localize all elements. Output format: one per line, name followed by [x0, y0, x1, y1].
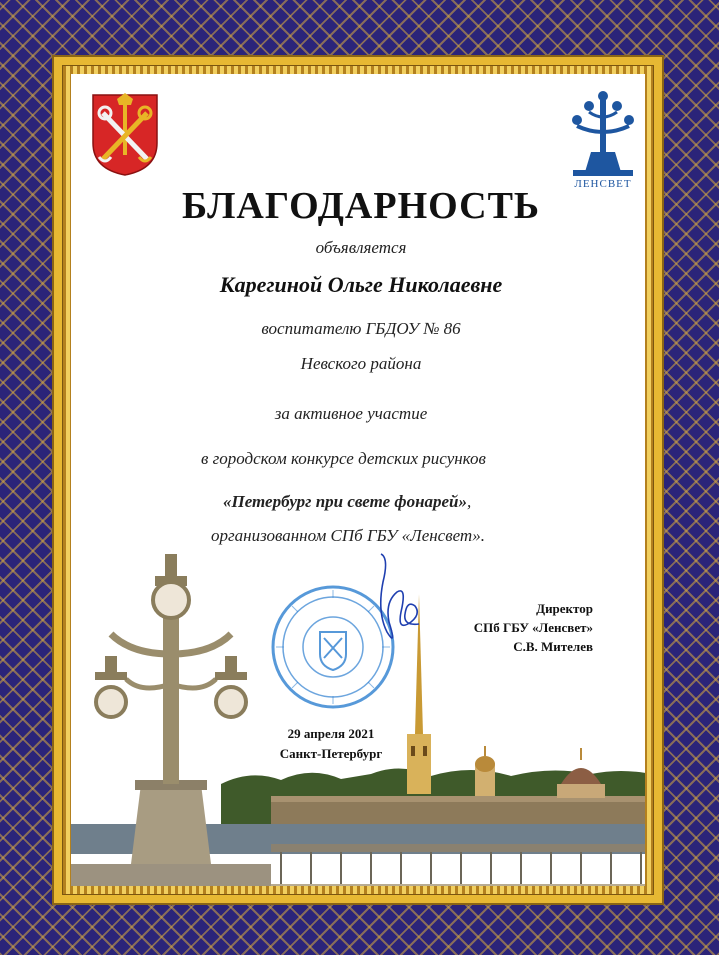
gold-inner-border — [62, 65, 654, 895]
announced-label: объявляется — [315, 238, 407, 257]
director-role: Директор — [536, 601, 593, 616]
certificate-paper — [71, 74, 645, 886]
certificate-title: БЛАГОДАРНОСТЬ — [181, 185, 541, 227]
lensvet-logo-text: ЛЕНСВЕТ — [574, 178, 632, 190]
contest-line — [223, 492, 471, 512]
position-line-1: воспитателю ГБДОУ № 86 — [261, 319, 461, 338]
position-line-2: Невского района — [300, 354, 422, 373]
director-organization: СПб ГБУ «Ленсвет» — [473, 620, 593, 635]
recipient-name: Карегиной Ольге Николаевне — [219, 272, 503, 297]
director-signature — [367, 552, 429, 652]
issue-date: 29 апреля 2021 — [287, 726, 375, 741]
director-name: С.В. Мителев — [513, 639, 593, 654]
issue-city: Санкт-Петербург — [279, 746, 383, 761]
contest-name: «Петербург при свете фонарей» — [223, 492, 468, 511]
street-lamp-icon — [563, 86, 643, 178]
organizer-line: организованном СПб ГБУ «Ленсвет». — [211, 526, 485, 545]
signature-block — [474, 599, 593, 656]
reason-line-1: за активное участие — [274, 404, 428, 423]
issue-block — [261, 724, 401, 764]
reason-line-2: в городском конкурсе детских рисунков — [201, 449, 486, 468]
st-petersburg-coat-of-arms-icon — [89, 91, 161, 177]
lensvet-logo — [563, 86, 643, 194]
contest-suffix: , — [467, 492, 472, 511]
gold-border — [52, 55, 664, 905]
